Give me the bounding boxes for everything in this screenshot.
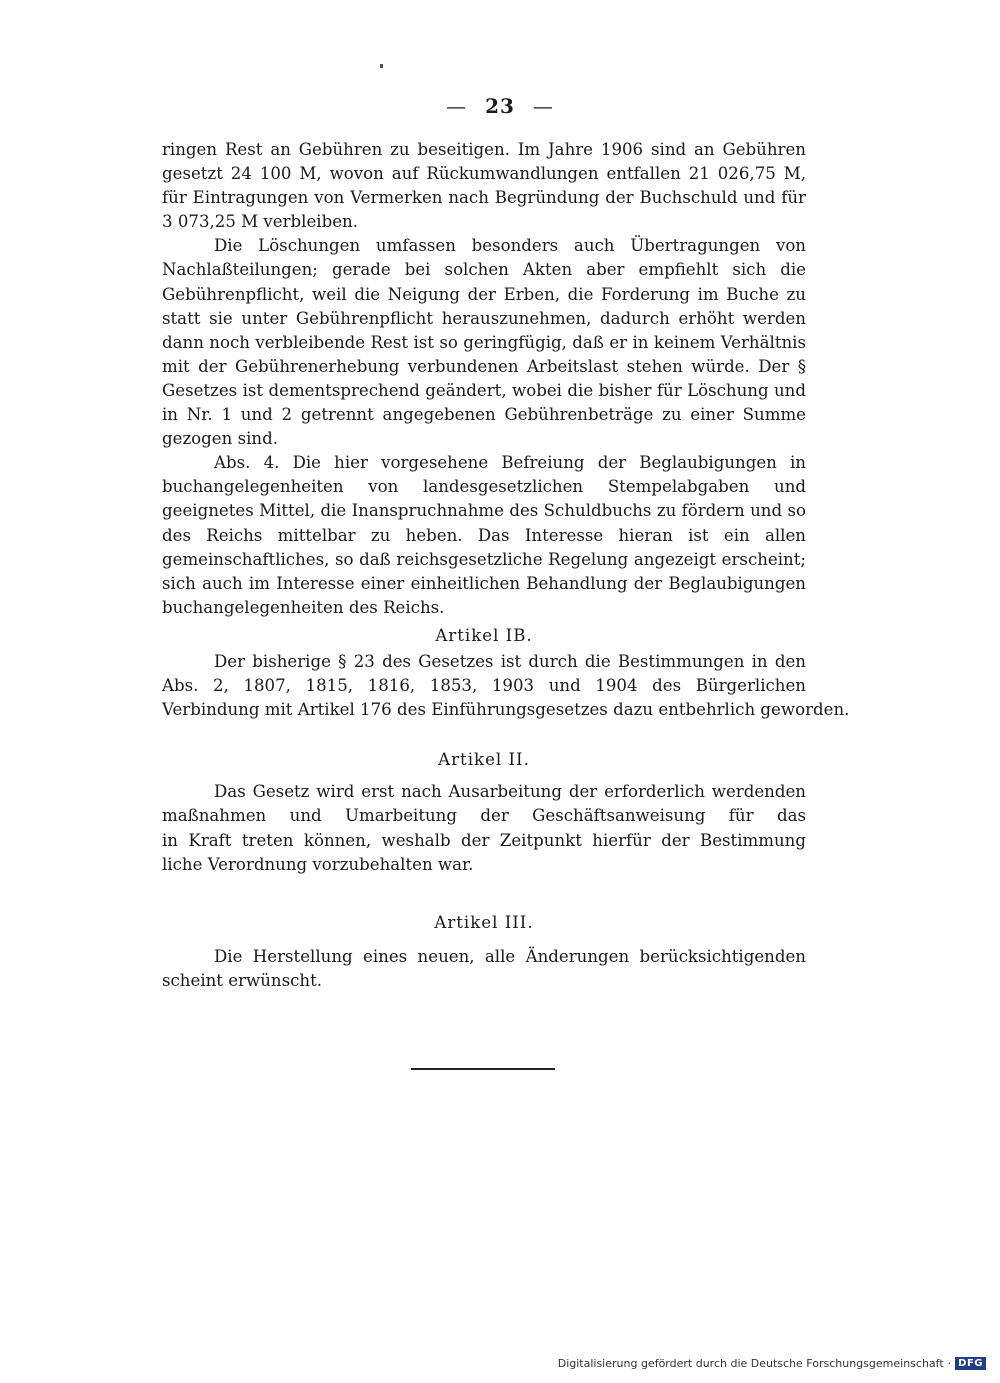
text-line: mit der Gebührenerhebung verbundenen Arbeitslast stehen würde. Der § [162, 356, 806, 376]
text-line: Der bisherige § 23 des Gesetzes ist durch die Bestimmungen in den [214, 651, 806, 671]
paragraph-article-1b [162, 650, 850, 722]
paragraph-article-3 [162, 945, 806, 993]
text-line: Die Herstellung eines neuen, alle Änderungen berücksichtigenden [214, 946, 806, 966]
header-dash-left: — [446, 94, 468, 118]
text-line: Gebührenpflicht, weil die Neigung der Erben, die Forderung im Buche zu [162, 284, 806, 304]
footer-credit: Digitalisierung gefördert durch die Deutsche Forschungsgemeinschaft [557, 1357, 944, 1370]
text-line: des Reichs mittelbar zu heben. Das Interesse hieran ist ein allen [162, 525, 806, 545]
text-line: geeignetes Mittel, die Inanspruchnahme des Schuldbuchs zu fördern und so [162, 501, 806, 521]
text-line: gezogen sind. [162, 429, 278, 449]
article-heading-1b: Artikel IB. [435, 625, 533, 645]
text-line: scheint erwünscht. [162, 970, 323, 990]
article-heading-3: Artikel III. [434, 912, 534, 932]
text-line: Die Löschungen umfassen besonders auch Übertragungen von [214, 236, 806, 256]
text-line: in Nr. 1 und 2 getrennt angegebenen Gebührenbeträge zu einer Summe [162, 405, 806, 425]
paragraph-article-2 [162, 780, 806, 876]
text-line: Verbindung mit Artikel 176 des Einführungsgesetzes dazu entbehrlich geworden. [162, 700, 850, 720]
page-number-header [0, 94, 1000, 118]
text-line: 3 073,25 M verbleiben. [162, 212, 359, 232]
digitization-footer: Digitalisierung gefördert durch die Deutsche Forschungsgemeinschaft · DFG [558, 1357, 986, 1370]
text-line: Abs. 4. Die hier vorgesehene Befreiung der Beglaubigungen in [214, 453, 806, 473]
text-line: Nachlaßteilungen; gerade bei solchen Akten aber empfiehlt sich die [162, 260, 806, 280]
text-line: Gesetzes ist dementsprechend geändert, wobei die bisher für Löschung und [162, 380, 806, 400]
page-number: 23 [485, 94, 515, 118]
text-line: statt sie unter Gebührenpflicht herauszunehmen, dadurch erhöht werden [162, 308, 806, 328]
text-line: gesetzt 24 100 M, wovon auf Rückumwandlungen entfallen 21 026,75 M, [162, 164, 806, 184]
text-line: liche Verordnung vorzubehalten war. [162, 854, 474, 874]
text-line: maßnahmen und Umarbeitung der Geschäftsanweisung für das [162, 806, 806, 826]
article-heading-2: Artikel II. [438, 750, 530, 770]
header-dash-right: — [532, 94, 554, 118]
paragraph-deletions [162, 234, 806, 451]
text-line: buchangelegenheiten des Reichs. [162, 597, 445, 617]
text-line: ringen Rest an Gebühren zu beseitigen. Im Jahre 1906 sind an Gebühren [162, 140, 806, 159]
text-line: dann noch verbleibende Rest ist so geringfügig, daß er in keinem Verhältnis [162, 332, 806, 352]
dfg-logo: DFG [955, 1357, 986, 1370]
document-body [162, 138, 850, 993]
text-line: sich auch im Interesse einer einheitlichen Behandlung der Beglaubigungen [162, 573, 806, 593]
text-line: buchangelegenheiten von landesgesetzlichen Stempelabgaben und [162, 477, 806, 497]
paragraph-fees [162, 138, 806, 234]
scan-speck [380, 64, 383, 68]
text-line: gemeinschaftliches, so daß reichsgesetzliche Regelung angezeigt erscheint; [162, 549, 806, 569]
paragraph-abs4 [162, 451, 806, 620]
text-line: Abs. 2, 1807, 1815, 1816, 1853, 1903 und 1904 des Bürgerlichen [162, 676, 806, 696]
closing-rule [411, 1068, 555, 1070]
text-line: in Kraft treten können, weshalb der Zeitpunkt hierfür der Bestimmung [162, 830, 806, 850]
text-line: Das Gesetz wird erst nach Ausarbeitung der erforderlich werdenden [214, 782, 806, 802]
text-line: für Eintragungen von Vermerken nach Begründung der Buchschuld und für [162, 188, 806, 208]
